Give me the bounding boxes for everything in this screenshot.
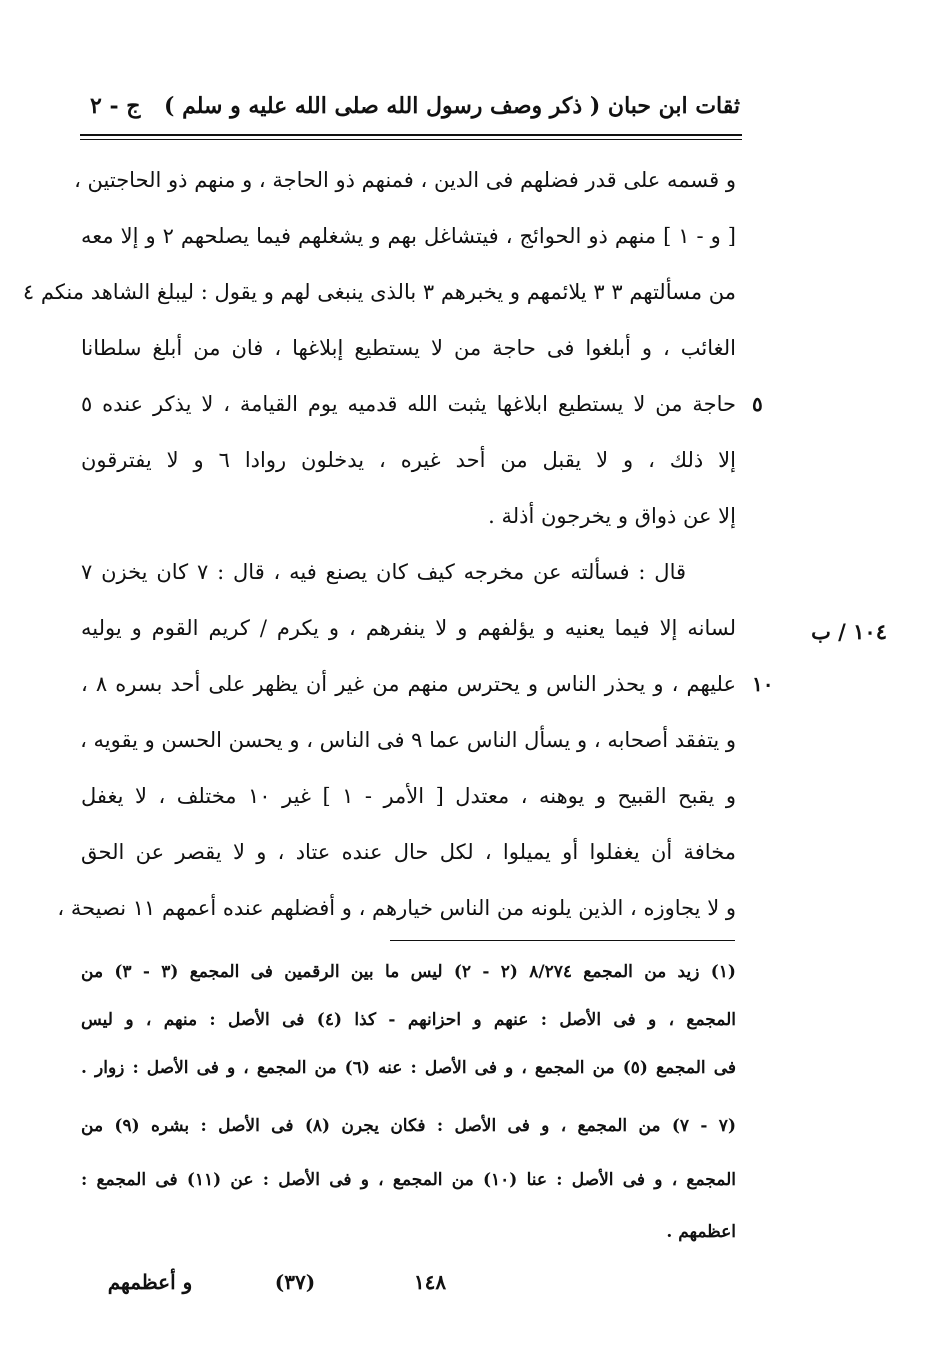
footnote-line: اعظمهم . — [666, 1222, 736, 1242]
body-line: و يتفقد أصحابه ، و يسأل الناس عما ٩ فى الناس ، و يحسن الحسن و يقويه ، — [80, 728, 736, 752]
body-line: لسانه إلا فيما يعنيه و يؤلفهم و لا ينفرهم ، و يكرم / كريم القوم و يوليه — [81, 616, 736, 640]
body-line: عليهم ، و يحذر الناس و يحترس منهم من غير أن يظهر على أحد بسره ٨ ، — [81, 672, 736, 696]
manuscript-folio-ref: ١٠٤ / ب — [811, 619, 887, 644]
header-page-ref: ج - ٢ — [90, 93, 141, 119]
body-line: إلا عن ذواق و يخرجون أذلة . — [488, 504, 736, 528]
body-line: و يقبح القبيح و يوهنه ، معتدل [ الأمر - ١ ] غير ١٠ مختلف ، لا يغفل — [81, 784, 737, 808]
header-rule-thin — [80, 139, 742, 140]
footnote-line: المجمع ، و فى الأصل : عنا (١٠) من المجمع ، و فى الأصل : عن (١١) فى المجمع : — [81, 1170, 736, 1190]
section-number: (٣٧) — [274, 1270, 316, 1294]
page-number: ١٤٨ — [413, 1270, 447, 1294]
footnote-line: (٧ - ٧) من المجمع ، و فى الأصل : فكان يجرن (٨) فى الأصل : بشره (٩) من — [81, 1116, 736, 1136]
footnote-line: فى المجمع (٥) من المجمع ، و فى الأصل : عنه (٦) من المجمع ، و فى الأصل : زوار . — [81, 1058, 737, 1078]
footnote-line: (١) زيد من المجمع ٨/٢٧٤ (٢ - ٢) ليس ما بين الرقمين فى المجمع (٣ - ٣) من — [81, 962, 736, 982]
body-line: حاجة من لا يستطيع ابلاغها يثبت الله قدميه يوم القيامة ، لا يذكر عنده ٥ — [81, 392, 736, 416]
body-line: [ و - ١ ] منهم ذو الحوائج ، فيتشاغل بهم و يشغلهم فيما يصلحهم ٢ و إلا معه — [81, 224, 736, 248]
body-line: و لا يجاوزه ، الذين يلونه من الناس خيارهم ، و أفضلهم عنده أعمهم ١١ نصيحة ، — [57, 896, 736, 920]
body-line: من مسألتهم ٣ ٣ يلائمهم و يخبرهم ٣ بالذى ينبغى لهم و يقول : ليبلغ الشاهد منكم ٤ — [22, 280, 736, 304]
body-line: و قسمه على قدر فضلهم فى الدين ، فمنهم ذو الحاجة ، و منهم ذو الحاجتين ، — [74, 168, 736, 192]
footnote-line: المجمع ، و فى الأصل : عنهم و احزانهم - كذا (٤) فى الأصل : منهم ، و ليس — [81, 1010, 736, 1030]
body-line: مخافة أن يغفلوا أو يميلوا ، لكل حال عنده عتاد ، و لا يقصر عن الحق — [81, 840, 736, 864]
body-line: الغائب ، و أبلغوا فى حاجة من لا يستطيع إبلاغها ، فان من أبلغ سلطانا — [81, 336, 736, 360]
catchword: و أعظمهم — [107, 1270, 193, 1294]
footnote-separator — [390, 940, 735, 941]
body-line: إلا ذلك ، و لا يقبل من أحد غيره ، يدخلون روادا ٦ و لا يفترقون — [81, 448, 736, 472]
line-number-10: ١٠ — [752, 672, 774, 696]
running-header — [80, 86, 740, 126]
header-rule — [80, 134, 742, 136]
line-number-5: ٥ — [752, 392, 763, 416]
header-title: ثقات ابن حبان ( ذكر وصف رسول الله صلى الله عليه و سلم ) — [164, 93, 740, 119]
body-line: قال : فسألته عن مخرجه كيف كان يصنع فيه ، قال : ٧ كان يخزن ٧ — [81, 560, 686, 584]
